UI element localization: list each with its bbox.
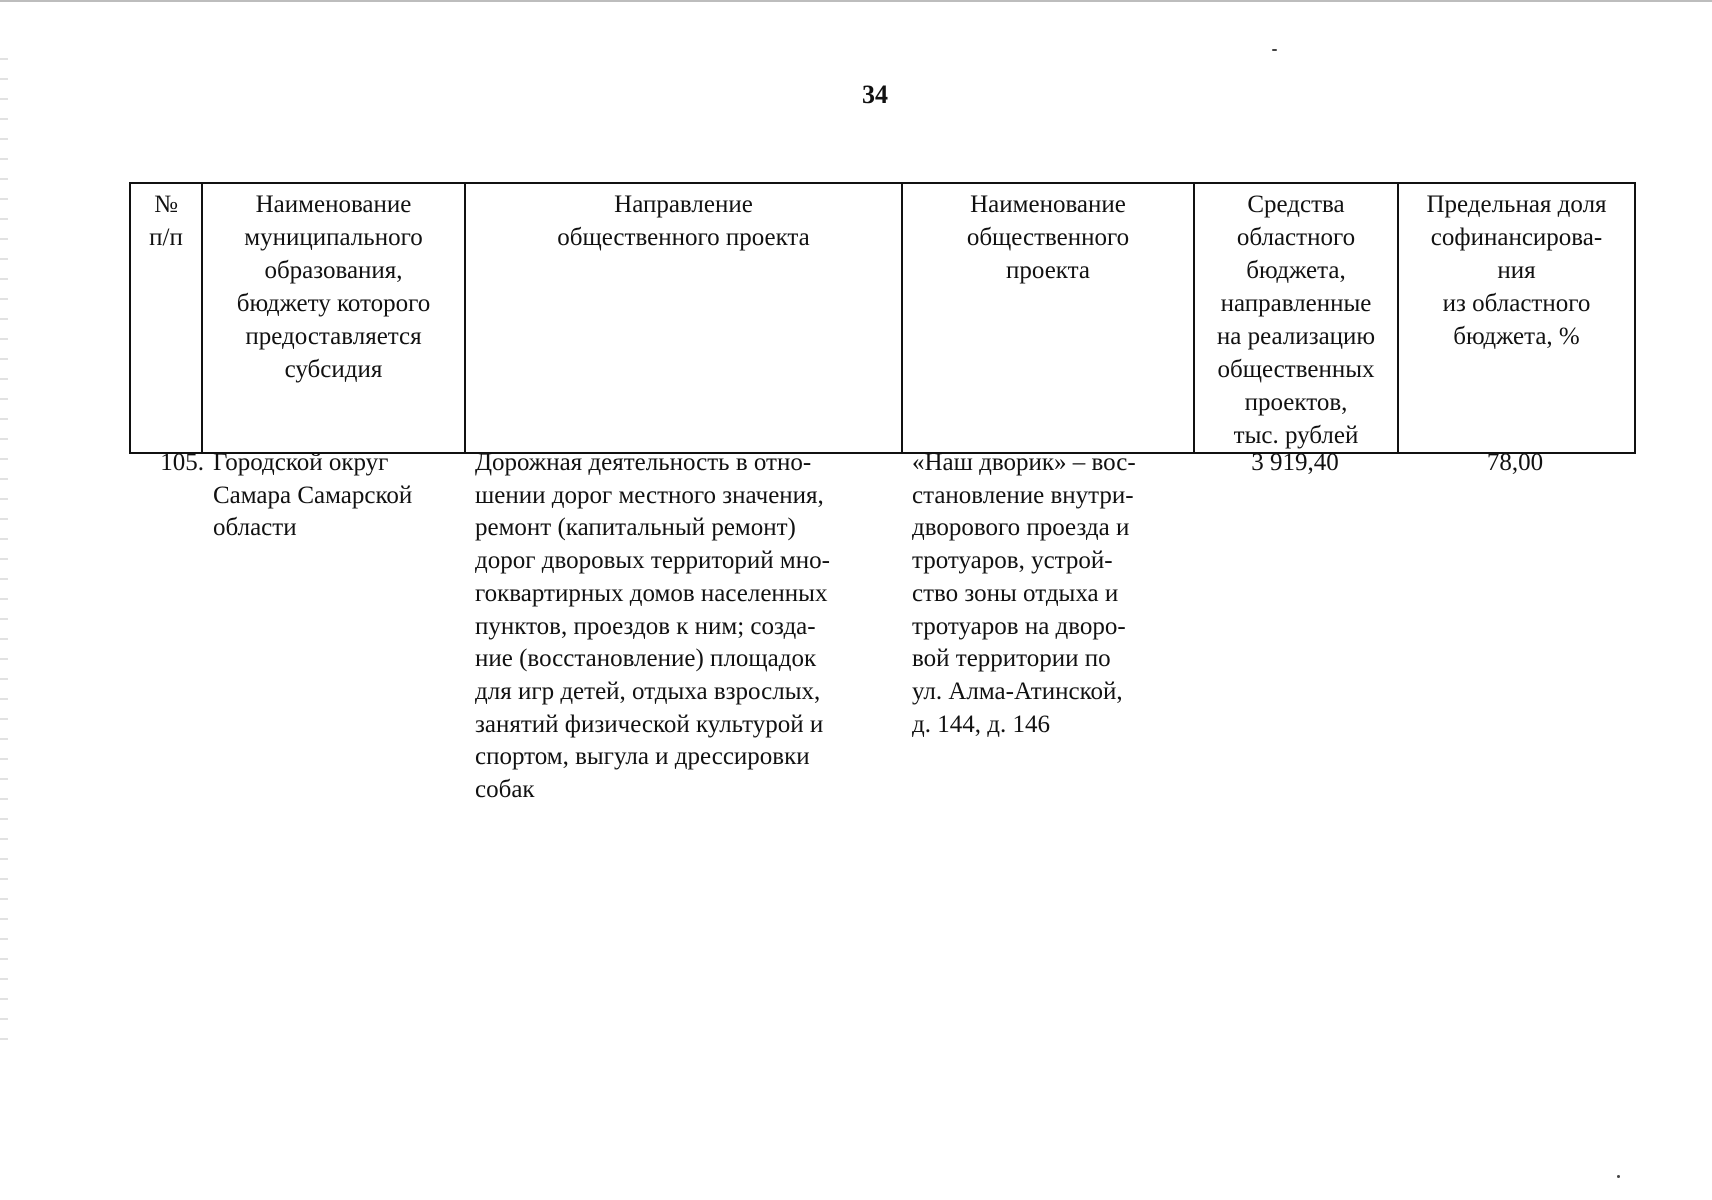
scan-top-edge <box>0 0 1712 2</box>
header-project-name: Наименование общественного проекта <box>902 183 1194 453</box>
page-number: 34 <box>862 80 888 109</box>
header-number: № п/п <box>130 183 202 453</box>
table-header <box>129 182 1636 454</box>
row-municipality: Городской округ Самара Самарской области <box>213 449 413 542</box>
header-municipality: Наименование муниципального образования, бюджету которого предоставляется субсидия <box>202 183 465 453</box>
row-direction: Дорожная деятельность в отно- шении дорог местного значения, ремонт (капитальный ремонт) дорог дворовых территорий мно- гоквартирных домов населенных пунктов, проездов к ним; созда- ние (восстановление) площадок для игр детей, отдыха взрослых, занятий физической культурой и спортом, выгула и дрессировки собак <box>475 449 830 804</box>
scan-speck <box>1272 49 1277 51</box>
header-row <box>130 183 1635 453</box>
header-direction: Направление общественного проекта <box>465 183 902 453</box>
row-funds: 3 919,40 <box>1251 449 1339 476</box>
row-share: 78,00 <box>1486 449 1544 476</box>
row-number: 105. <box>160 449 204 476</box>
scan-left-edge-noise <box>0 40 8 1040</box>
row-project-name: «Наш дворик» – вос- становление внутри- дворового проезда и тротуаров, устрой- ство зоны отдыха и тротуаров на дворо- вой территории по ул. Алма-Атинской, д. 144, д. 146 <box>912 449 1136 738</box>
header-share: Предельная доля софинансирова- ния из областного бюджета, % <box>1398 183 1635 453</box>
scan-speck <box>1617 1175 1620 1178</box>
header-funds: Средства областного бюджета, направленные на реализацию общественных проектов, тыс. рублей <box>1194 183 1398 453</box>
